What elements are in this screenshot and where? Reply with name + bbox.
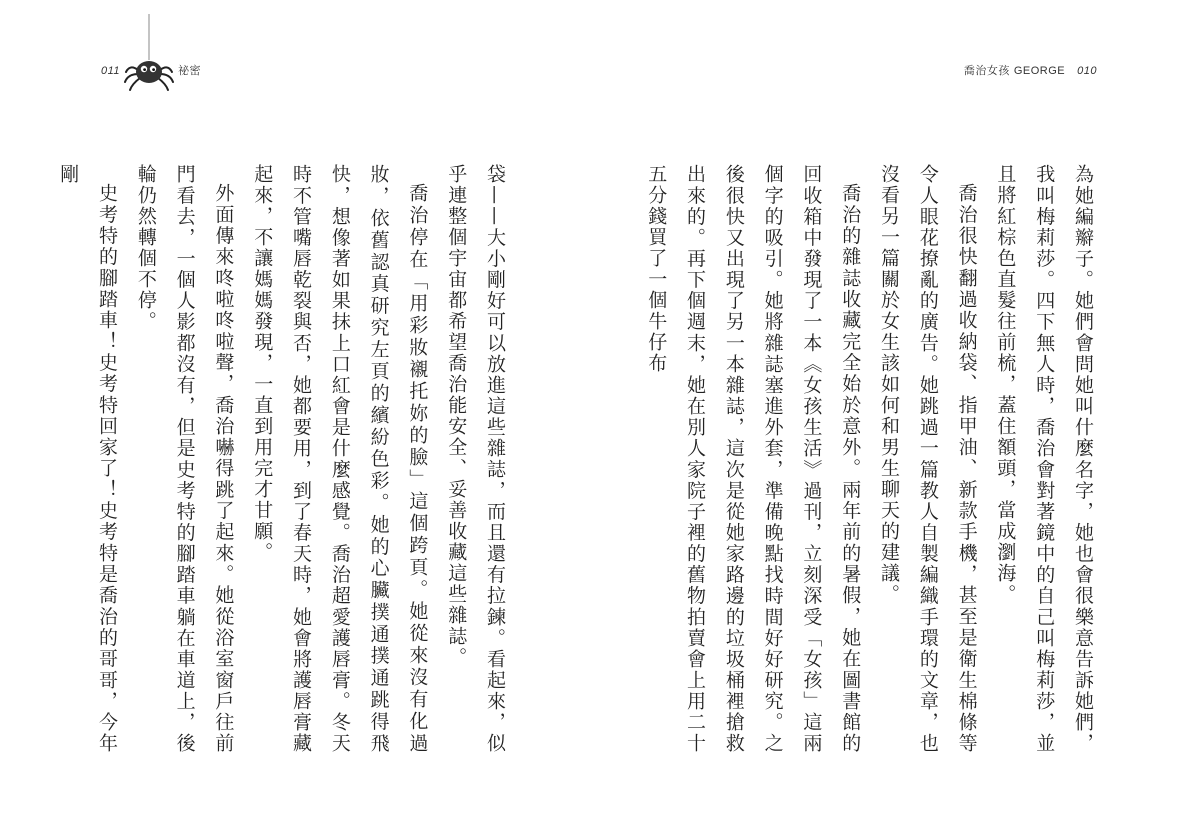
paragraph: 喬治停在「用彩妝襯托妳的臉」這個跨頁。她從來沒有化過妝，依舊認真研究左頁的繽紛色彩。她的心臟撲通撲通跳得飛快，想像著如果抹上口紅會是什麼感覺。喬治超愛護唇膏。冬天時不管嘴唇乾裂與否，她都要用，到了春天時，她會將護唇膏藏起來，不讓媽媽發現，一直到用完才甘願。 [251,164,429,754]
right-page-body-text [645,164,1102,754]
paragraph: 袋——大小剛好可以放進這些雜誌，而且還有拉鍊。看起來，似乎連整個宇宙都希望喬治能安全、妥善收藏這些雜誌。 [445,164,506,754]
spider-icon [124,14,174,94]
paragraph: 外面傳來咚啦咚啦聲，喬治嚇得跳了起來。她從浴室窗戶往前門看去，一個人影都沒有，但是史考特的腳踏車躺在車道上，後輪仍然轉個不停。 [134,164,235,754]
running-title-en: GEORGE [1013,65,1066,77]
right-page-running-title [964,64,1065,77]
left-page-running-title: 祕密 [178,64,202,77]
left-page-number: 011 [101,65,121,77]
paragraph: 為她編辮子。她們會問她叫什麼名字，她也會很樂意告訴她們，我叫梅莉莎。四下無人時，喬治會對著鏡中的自己叫梅莉莎，並且將紅棕色直髮往前梳，蓋住額頭，當成瀏海。 [994,164,1094,754]
paragraph: 喬治很快翻過收納袋、指甲油、新款手機，甚至是衛生棉條等令人眼花撩亂的廣告。她跳過一篇教人自製編織手環的文章，也沒看另一篇關於女生該如何和男生聊天的建議。 [878,164,978,754]
right-page [600,0,1200,831]
running-title-cjk: 喬治女孩 [963,64,1010,77]
left-page-body-text [57,164,514,754]
paragraph: 喬治的雜誌收藏完全始於意外。兩年前的暑假，她在圖書館的回收箱中發現了一本《女孩生活》過刊，立刻深受「女孩」這兩個字的吸引。她將雜誌塞進外套，準備晚點找時間好好研究。之後很快又出現了另一本雜誌，這次是從她家路邊的垃圾桶裡搶救出來的。再下個週末，她在別人家院子裡的舊物拍賣會上用二十五分錢買了一個牛仔布 [645,164,862,754]
paragraph: 史考特的腳踏車！史考特回家了！史考特是喬治的哥哥，今年剛 [57,164,119,754]
right-page-header [964,62,1097,78]
right-page-number: 010 [1077,65,1097,77]
